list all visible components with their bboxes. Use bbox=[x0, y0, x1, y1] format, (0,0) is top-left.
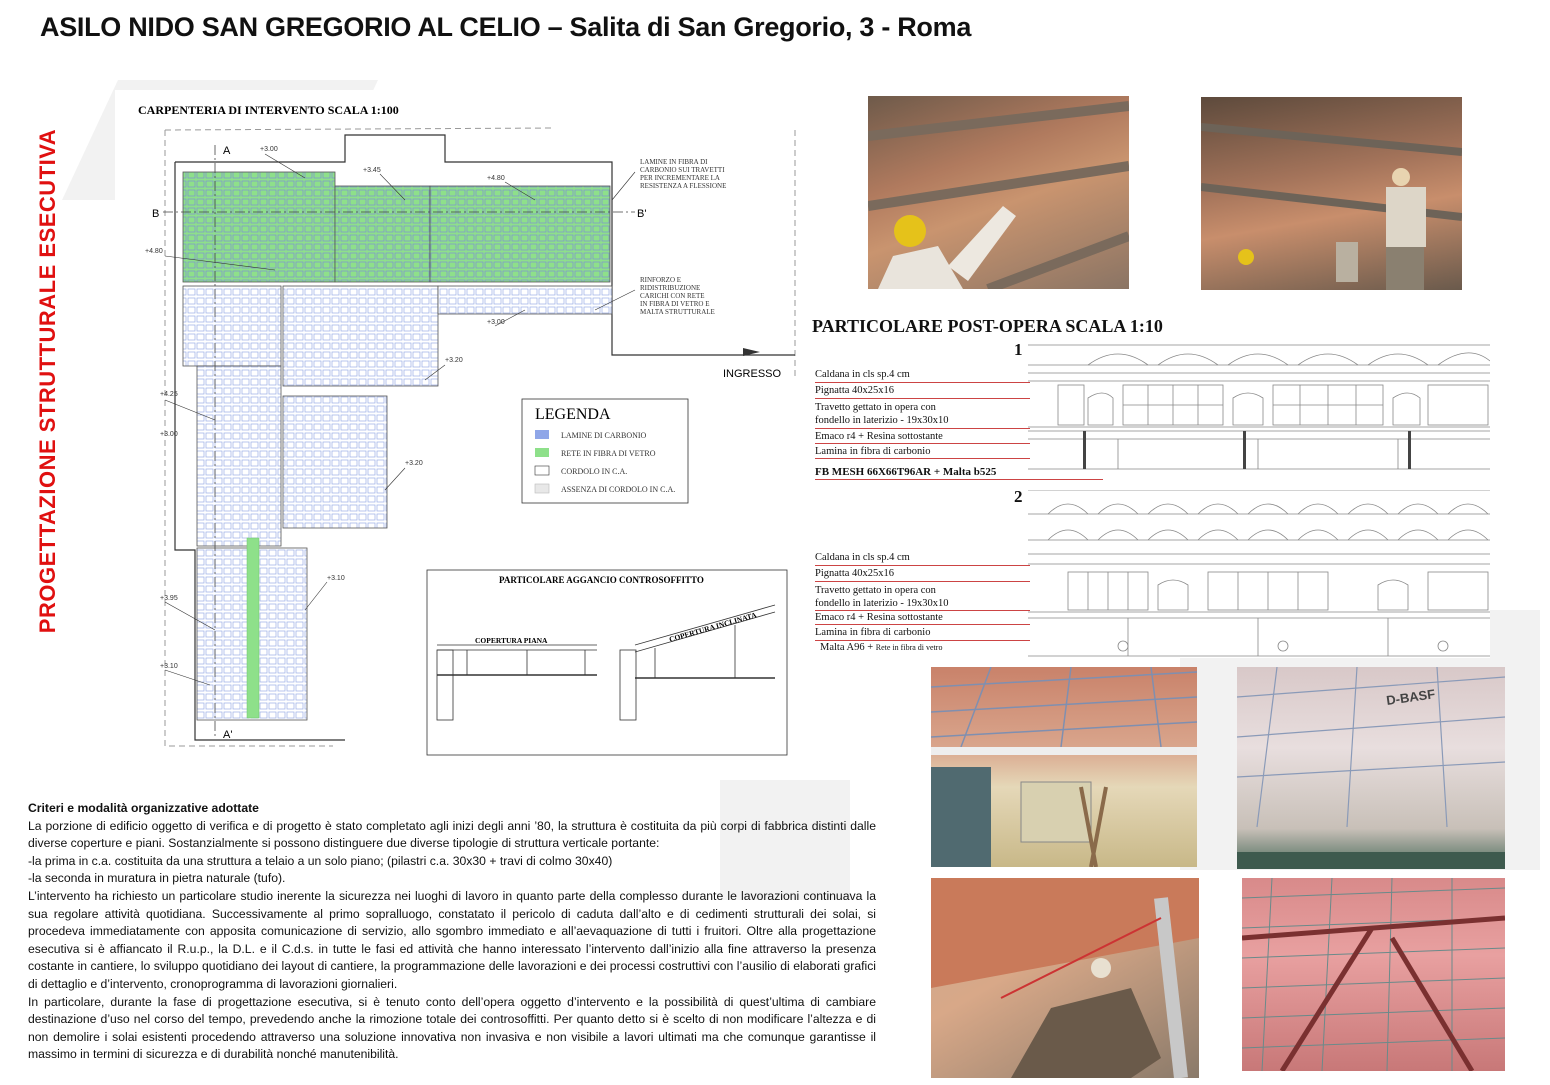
note-carbon-line: LAMINE IN FIBRA DI bbox=[640, 158, 708, 166]
copertura-inclinata-label: COPERTURA INCLINATA bbox=[668, 610, 758, 644]
photo-illustration bbox=[868, 96, 1129, 289]
floor-plan-drawing bbox=[115, 90, 805, 772]
level-label: +4.80 bbox=[487, 175, 505, 182]
site-photo-interior-ceiling bbox=[931, 667, 1197, 867]
legend-item: ASSENZA DI CORDOLO IN C.A. bbox=[561, 485, 676, 494]
level-label: +3.20 bbox=[445, 357, 463, 364]
legend-item: LAMINE DI CARBONIO bbox=[561, 431, 647, 440]
note-glass-line: MALTA STRUTTURALE bbox=[640, 308, 715, 316]
note-glass-line: CARICHI CON RETE bbox=[640, 292, 705, 300]
criteria-paragraph: In particolare, durante la fase di progettazione esecutiva, si è tenuto conto dell’opera oggetto d’intervento e la possibilità di quest’ultima di cambiare destinazione d’uso nel corso del tempo, prevedendo anche la rimozione totale dei controsoffitti. Per quanto detto si è scelto di non modificare l’altezza e di non demolire i solai esistenti procedendo attraverso una soluzione innovativa non invasiva e non visibile a lavori ultimati ma che comunque garantisse il massimo in termini di sicurezza e di durabilità nonché manutenibilità. bbox=[28, 994, 876, 1062]
criteria-list-item: -la seconda in muratura in pietra naturale (tufo). bbox=[28, 871, 286, 886]
detail-1-label: Caldana in cls sp.4 cm bbox=[815, 369, 910, 380]
site-photo-mesh-ceiling bbox=[1237, 667, 1505, 869]
criteria-list-item: -la prima in c.a. costituita da una struttura a telaio a un solo piano; (pilastri c.a. 30x30 + travi di colmo 30x40) bbox=[28, 853, 613, 868]
photo-illustration bbox=[931, 667, 1197, 867]
level-label: +3.10 bbox=[327, 575, 345, 582]
legend-item: CORDOLO IN C.A. bbox=[561, 467, 628, 476]
criteria-text-block bbox=[28, 800, 876, 1064]
detail-2-label: Malta A96 + bbox=[820, 642, 874, 653]
note-carbon-line: RESISTENZA A FLESSIONE bbox=[640, 182, 727, 190]
section-b-prime-label: B' bbox=[637, 208, 647, 220]
site-photo-worker-detail bbox=[931, 878, 1199, 1078]
note-glass-line: RINFORZO E bbox=[640, 276, 682, 284]
detail-1-label: Pignatta 40x25x16 bbox=[815, 385, 895, 396]
legend-swatch bbox=[535, 448, 549, 457]
plan-title: CARPENTERIA DI INTERVENTO SCALA 1:100 bbox=[138, 103, 399, 117]
detail-2-label: Travetto gettato in opera con bbox=[815, 585, 936, 596]
level-label: +3.00 bbox=[260, 146, 278, 153]
basf-label: D-BASF bbox=[1385, 686, 1437, 708]
level-label: +3.00 bbox=[160, 431, 178, 438]
section-2-number: 2 bbox=[1014, 487, 1023, 506]
note-glass-line: IN FIBRA DI VETRO E bbox=[640, 300, 710, 308]
legend-title: LEGENDA bbox=[535, 406, 611, 423]
note-carbon-line: PER INCREMENTARE LA bbox=[640, 174, 720, 182]
legend-swatch bbox=[535, 430, 549, 439]
criteria-paragraph: La porzione di edificio oggetto di verifica e di progetto è stato completato agli inizi degli anni ’80, la struttura è costituita da più corpi di fabbrica distinti dalle diverse coperture e piani. Sostanzialmente si possono distinguere due diverse tipologie di struttura verticale portante: bbox=[28, 818, 876, 851]
detail-2-label: fondello in laterizio - 19x30x10 bbox=[815, 598, 949, 609]
level-label: +3.20 bbox=[405, 460, 423, 467]
ingresso-label: INGRESSO bbox=[723, 368, 782, 380]
legend-swatch bbox=[535, 466, 549, 475]
detail-2-label-suffix: Rete in fibra di vetro bbox=[875, 643, 943, 652]
detail-2-label: Lamina in fibra di carbonio bbox=[815, 627, 931, 638]
detail-1-label: Lamina in fibra di carbonio bbox=[815, 446, 931, 457]
legend-swatch bbox=[535, 484, 549, 493]
copertura-piana-label: COPERTURA PIANA bbox=[475, 636, 548, 645]
side-title: PROGETTAZIONE STRUTTURALE ESECUTIVA bbox=[35, 128, 60, 634]
section-a-prime-label: A' bbox=[223, 729, 233, 741]
detail-2-label: Pignatta 40x25x16 bbox=[815, 568, 895, 579]
level-label: +3.00 bbox=[487, 319, 505, 326]
photo-illustration bbox=[1237, 667, 1505, 869]
detail-2-label: Emaco r4 + Resina sottostante bbox=[815, 612, 943, 623]
detail-section-2-drawing bbox=[1028, 490, 1490, 658]
site-photo-mesh-detail bbox=[1242, 878, 1505, 1071]
site-photo-ceiling-work-2 bbox=[1201, 97, 1462, 290]
page-title: ASILO NIDO SAN GREGORIO AL CELIO – Salita di San Gregorio, 3 - Roma bbox=[40, 12, 972, 42]
detail-2-label: Caldana in cls sp.4 cm bbox=[815, 552, 910, 563]
level-label: +3.10 bbox=[160, 663, 178, 670]
detail-title: PARTICOLARE POST-OPERA SCALA 1:10 bbox=[812, 316, 1163, 336]
photo-illustration bbox=[1201, 97, 1462, 290]
photo-illustration bbox=[931, 878, 1199, 1078]
section-a-label: A bbox=[223, 145, 231, 157]
detail-section-1-drawing bbox=[1028, 343, 1490, 475]
criteria-paragraph: L’intervento ha richiesto un particolare studio inerente la sicurezza nei luoghi di lavoro in quanto parte della complesso durante le lavorazioni continuava la sua regolare attività quotidiana. Successivamente al primo sopralluogo, constatato il pericolo di caduta dall’alto e di cedimenti strutturali dei solai, si procedeva immediatamente con apposita comunicazione di servizio, allo sgombro immediato e all’aevaquazione di tutti i fruitori. Oltre alla progettazione esecutiva si è affiancato il R.u.p., la D.L. e il C.d.s. in tutte le fasi ed attività che hanno interessato l’intervento dall’inizio alla fine attraverso la presenza costante in cantiere, lo sviluppo quotidiano dei layout di cantiere, la programmazione delle lavorazioni e dei processi costruttivi con l’ausilio di elaborati grafici di dettaglio e d’intervento, cronoprogramma di lavorazioni giornalieri. bbox=[28, 888, 876, 991]
note-carbon-line: CARBONIO SUI TRAVETTI bbox=[640, 166, 725, 174]
detail-1-label: Travetto gettato in opera con bbox=[815, 402, 936, 413]
legend-item: RETE IN FIBRA DI VETRO bbox=[561, 449, 656, 458]
level-label: +4.80 bbox=[145, 248, 163, 255]
detail-2-label-last bbox=[820, 642, 942, 653]
level-label: +4.25 bbox=[160, 391, 178, 398]
section-1-number: 1 bbox=[1014, 340, 1023, 359]
detail-1-label: fondello in laterizio - 19x30x10 bbox=[815, 415, 949, 426]
criteria-heading: Criteri e modalità organizzative adottate bbox=[28, 801, 259, 815]
detail-1-label: Emaco r4 + Resina sottostante bbox=[815, 431, 943, 442]
photo-illustration bbox=[1242, 878, 1505, 1071]
aggancio-title: PARTICOLARE AGGANCIO CONTROSOFFITTO bbox=[499, 575, 704, 585]
note-glass-line: RIDISTRIBUZIONE bbox=[640, 284, 701, 292]
detail-1-label: FB MESH 66X66T96AR + Malta b525 bbox=[815, 466, 997, 478]
level-label: +3.45 bbox=[363, 167, 381, 174]
site-photo-ceiling-work-1 bbox=[868, 96, 1129, 289]
level-label: +3.95 bbox=[160, 595, 178, 602]
section-b-label: B bbox=[152, 208, 160, 220]
